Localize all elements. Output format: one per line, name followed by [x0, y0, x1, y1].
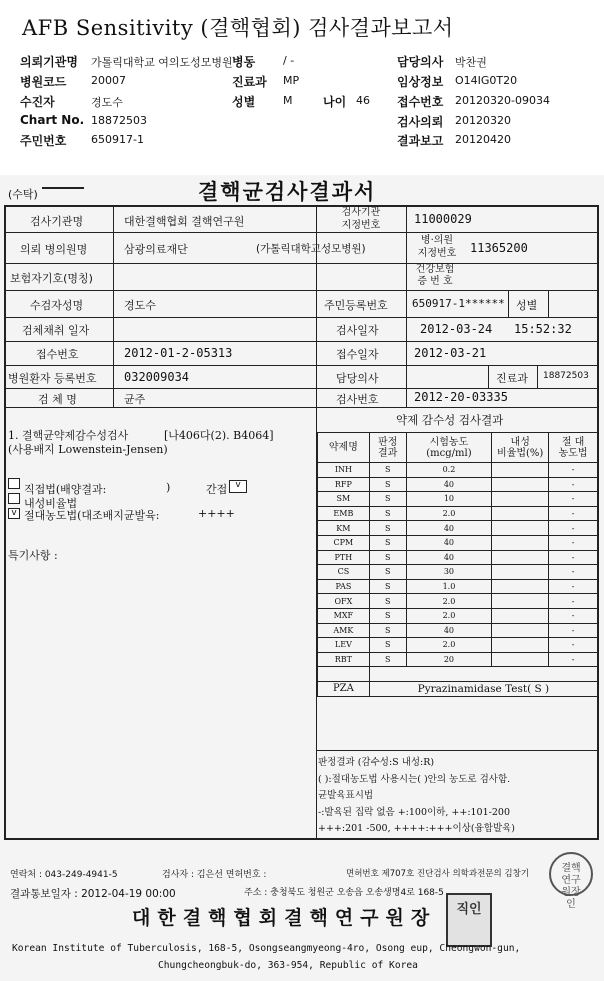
drug-concentration: 2.0: [406, 608, 492, 623]
drug-result: S: [369, 608, 406, 623]
drug-ratio: [492, 492, 549, 507]
label-insurance: 보험자기호(명칭): [10, 272, 93, 285]
direct-close: ): [166, 481, 171, 494]
official-seal: [446, 893, 492, 947]
drug-row: [318, 521, 598, 536]
label-hospital-code: 병원코드: [20, 75, 67, 89]
drug-absolute: -: [549, 506, 598, 521]
header-concentration: 시험농도 (mcg/ml): [406, 433, 492, 463]
value-hospital-code: 20007: [91, 74, 126, 87]
footer-english-1: Korean Institute of Tuberculosis, 168-5, Osongseangmyeong-4ro, Osong eup, Cheongwon-gun,: [12, 943, 521, 954]
drug-result: S: [369, 565, 406, 580]
drug-concentration: 1.0: [406, 579, 492, 594]
label-sex: 성별: [232, 95, 256, 109]
drug-result: S: [369, 623, 406, 638]
value-test-time: 15:52:32: [514, 322, 572, 336]
direct-label: 직접법(배양결과:: [24, 483, 107, 496]
drug-name: CS: [318, 565, 370, 580]
method-line1: 1. 결핵균약제감수성검사: [8, 429, 129, 442]
method-line2: (사용배지 Lowenstein-Jensen): [8, 443, 168, 456]
value-result-report: 20120420: [455, 133, 511, 146]
label-health-insurance: 건강보험 증 번 호: [415, 264, 455, 287]
drug-result: S: [369, 652, 406, 667]
label-designation: 검사기관 지정번호: [341, 207, 381, 231]
value-requesting-hospital-sub: (가톨릭대학교성모병원): [256, 243, 366, 255]
drug-absolute: -: [549, 579, 598, 594]
drug-absolute: -: [549, 638, 598, 653]
drug-result: S: [369, 477, 406, 492]
label-specimen: 검 체 명: [38, 393, 77, 406]
drug-row: [318, 579, 598, 594]
label-ward: 병동: [232, 55, 256, 69]
label-resident-number: 주민등록번호: [324, 299, 388, 312]
label-age: 나이: [323, 95, 347, 109]
label-test-no: 검사번호: [336, 393, 379, 406]
ratio-label: 내성비율법: [24, 497, 78, 510]
label-doctor: 담당의사: [397, 55, 444, 69]
drug-ratio: [492, 608, 549, 623]
round-stamp: [549, 852, 593, 910]
method-code: [나406다(2). B4064]: [164, 429, 274, 442]
drug-concentration: 0.2: [406, 463, 492, 478]
drug-row: [318, 492, 598, 507]
value-chart-no: 18872503: [91, 114, 147, 127]
drug-row: [318, 608, 598, 623]
footer-institute: 대한결핵협회결핵연구원장: [132, 907, 437, 929]
receipt-label: (수탁): [8, 188, 38, 201]
value-clinical-info: O14IG0T20: [455, 74, 518, 87]
value-ward: / -: [283, 54, 295, 67]
value-requesting-hospital: 삼광의료재단: [124, 243, 188, 256]
drug-name: AMK: [318, 623, 370, 638]
value-doc-department: 18872503: [543, 371, 589, 381]
drug-row: [318, 506, 598, 521]
drug-row: [318, 623, 598, 638]
header-drug: 약제명: [318, 433, 370, 463]
drug-absolute: -: [549, 623, 598, 638]
drug-row: [318, 594, 598, 609]
footer-license: 면허번호 제707호 진단검사 의학과전문의 김창기: [346, 869, 530, 879]
footer-report-date: 결과통보일자 : 2012-04-19 00:00: [10, 888, 176, 900]
label-requesting-hospital: 의뢰 병의원명: [20, 243, 88, 256]
official-seal-text: 직인: [456, 902, 482, 917]
absolute-checkbox: v: [8, 508, 20, 519]
value-resident-no: 650917-1: [91, 133, 144, 146]
receipt-underline: [42, 187, 84, 189]
pza-value: Pyrazinamidase Test( S ): [369, 681, 597, 696]
drug-concentration: 10: [406, 492, 492, 507]
drug-ratio: [492, 579, 549, 594]
drug-result: S: [369, 506, 406, 521]
drug-row: [318, 463, 598, 478]
direct-checkbox: [8, 478, 20, 489]
drug-absolute: -: [549, 594, 598, 609]
drug-concentration: 2.0: [406, 638, 492, 653]
absolute-growth: ++++: [198, 507, 235, 520]
value-institution: 가톨릭대학교 여의도성모병원: [91, 56, 233, 69]
drug-name: KM: [318, 521, 370, 536]
drug-name: PAS: [318, 579, 370, 594]
value-resident-number: 650917-1******: [412, 297, 505, 310]
value-receipt-date: 2012-03-21: [414, 346, 487, 360]
value-test-institution: 대한결핵협회 결핵연구원: [124, 215, 245, 228]
label-test-request: 검사의뢰: [397, 115, 444, 129]
drug-concentration: 20: [406, 652, 492, 667]
value-patient-name: 경도수: [124, 299, 156, 312]
label-patient: 수진자: [20, 95, 55, 109]
label-clinical-info: 임상정보: [397, 75, 444, 89]
drug-result: S: [369, 492, 406, 507]
drug-ratio: [492, 506, 549, 521]
drug-result: S: [369, 521, 406, 536]
drug-ratio: [492, 477, 549, 492]
drug-row: [318, 565, 598, 580]
value-receipt-no: 20120320-09034: [455, 94, 550, 107]
footer-address: 주소 : 충청북도 청원군 오송읍 오송생명4로 168-5: [244, 888, 444, 898]
drug-ratio: [492, 594, 549, 609]
drug-result: S: [369, 579, 406, 594]
drug-absolute: -: [549, 477, 598, 492]
drug-name: EMB: [318, 506, 370, 521]
label-patient-name: 수검자성명: [30, 299, 84, 312]
drug-absolute: -: [549, 652, 598, 667]
value-department: MP: [283, 74, 300, 87]
drug-ratio: [492, 535, 549, 550]
label-test-institution: 검사기관명: [30, 215, 84, 228]
pza-row: [318, 681, 598, 696]
drug-concentration: 2.0: [406, 594, 492, 609]
drug-absolute: -: [549, 565, 598, 580]
label-test-date: 검사일자: [336, 324, 379, 337]
header-ratio: 내성 비율법(%): [492, 433, 549, 463]
footer-examiner: 검사자 : 김은선 면허번호 :: [162, 870, 267, 880]
interpretation-line: 균발육표시법: [318, 790, 374, 801]
value-designation: 11000029: [414, 212, 472, 226]
drug-result: S: [369, 463, 406, 478]
label-hospital-designation: 병·의원 지정번호: [417, 235, 457, 259]
drug-concentration: 2.0: [406, 506, 492, 521]
pza-label: PZA: [318, 681, 370, 696]
drug-name: CPM: [318, 535, 370, 550]
drug-row: [318, 535, 598, 550]
value-test-request: 20120320: [455, 114, 511, 127]
interpretation-line: ( ):절대농도법 사용시는( )안의 농도로 검사함.: [318, 773, 511, 785]
footer-contact: 연락처 : 043-249-4941-5: [10, 870, 118, 880]
absolute-label: 절대농도법(대조배지균발육:: [24, 509, 160, 522]
value-sex: M: [283, 94, 293, 107]
susceptibility-table: [317, 432, 598, 697]
drug-result: S: [369, 594, 406, 609]
drug-absolute: -: [549, 608, 598, 623]
drug-row: [318, 477, 598, 492]
drug-name: RFP: [318, 477, 370, 492]
susceptibility-title: 약제 감수성 검사결과: [396, 413, 504, 427]
label-receipt-number: 접수번호: [36, 348, 79, 361]
label-chart-no: Chart No.: [20, 113, 85, 127]
drug-ratio: [492, 521, 549, 536]
value-hospital-designation: 11365200: [470, 241, 528, 255]
drug-concentration: 40: [406, 535, 492, 550]
drug-name: OFX: [318, 594, 370, 609]
drug-absolute: -: [549, 492, 598, 507]
value-receipt-number: 2012-01-2-05313: [124, 346, 233, 360]
document-title: 결핵균검사결과서: [198, 179, 377, 204]
label-resident-no: 주민번호: [20, 134, 67, 148]
drug-absolute: -: [549, 535, 598, 550]
drug-row: [318, 638, 598, 653]
value-test-no: 2012-20-03335: [414, 390, 508, 404]
value-registration-no: 032009034: [124, 370, 190, 384]
header-absolute: 절 대 농도법: [549, 433, 598, 463]
drug-row: [318, 550, 598, 565]
drug-name: PTH: [318, 550, 370, 565]
label-doc-doctor: 담당의사: [336, 372, 379, 385]
drug-result: S: [369, 535, 406, 550]
drug-ratio: [492, 623, 549, 638]
indirect-label: 간접: [206, 483, 228, 496]
drug-absolute: -: [549, 463, 598, 478]
label-collection-date: 검체채취 일자: [22, 324, 90, 337]
special-notes-label: 특기사항 :: [8, 549, 58, 562]
label-doc-sex: 성별: [516, 299, 538, 312]
drug-absolute: -: [549, 521, 598, 536]
interpretation-line: -:발육된 집락 없음 +:100이하, ++:101-200: [318, 806, 510, 818]
drug-ratio: [492, 463, 549, 478]
drug-ratio: [492, 638, 549, 653]
drug-ratio: [492, 565, 549, 580]
drug-ratio: [492, 652, 549, 667]
label-department: 진료과: [232, 75, 267, 89]
value-age: 46: [356, 94, 370, 107]
drug-concentration: 40: [406, 550, 492, 565]
drug-name: RBT: [318, 652, 370, 667]
drug-name: INH: [318, 463, 370, 478]
drug-concentration: 40: [406, 623, 492, 638]
drug-concentration: 30: [406, 565, 492, 580]
drug-concentration: 40: [406, 521, 492, 536]
interpretation-line: 판정결과 (감수성:S 내성:R): [318, 757, 435, 768]
report-title: AFB Sensitivity (결핵협회) 검사결과보고서: [22, 16, 454, 40]
drug-result: S: [369, 550, 406, 565]
drug-row: [318, 652, 598, 667]
drug-name: MXF: [318, 608, 370, 623]
label-receipt-date: 접수일자: [336, 348, 379, 361]
drug-absolute: -: [549, 550, 598, 565]
value-doctor: 박찬권: [455, 56, 487, 69]
footer-english-2: Chungcheongbuk-do, 363-954, Republic of Korea: [158, 960, 418, 971]
label-receipt-no: 접수번호: [397, 95, 444, 109]
value-patient: 경도수: [91, 96, 123, 109]
drug-ratio: [492, 550, 549, 565]
round-stamp-text: 결핵연구원장인: [561, 863, 581, 910]
label-result-report: 결과보고: [397, 134, 444, 148]
label-doc-department: 진료과: [496, 372, 528, 385]
spacer-row: [318, 667, 598, 682]
drug-name: LEV: [318, 638, 370, 653]
value-test-date: 2012-03-24: [420, 322, 493, 336]
ratio-checkbox: [8, 493, 20, 504]
label-institution: 의뢰기관명: [20, 55, 78, 69]
interpretation-line: +++:201 -500, ++++:+++이상(융합발육): [318, 823, 516, 834]
header-result: 판정 결과: [369, 433, 406, 463]
label-registration-no: 병원환자 등록번호: [8, 372, 97, 385]
susceptibility-header-row: [318, 433, 598, 463]
drug-concentration: 40: [406, 477, 492, 492]
drug-result: S: [369, 638, 406, 653]
drug-name: SM: [318, 492, 370, 507]
indirect-checkbox: v: [229, 480, 247, 493]
interpretation-block: [318, 755, 515, 838]
value-specimen: 균주: [124, 393, 146, 406]
